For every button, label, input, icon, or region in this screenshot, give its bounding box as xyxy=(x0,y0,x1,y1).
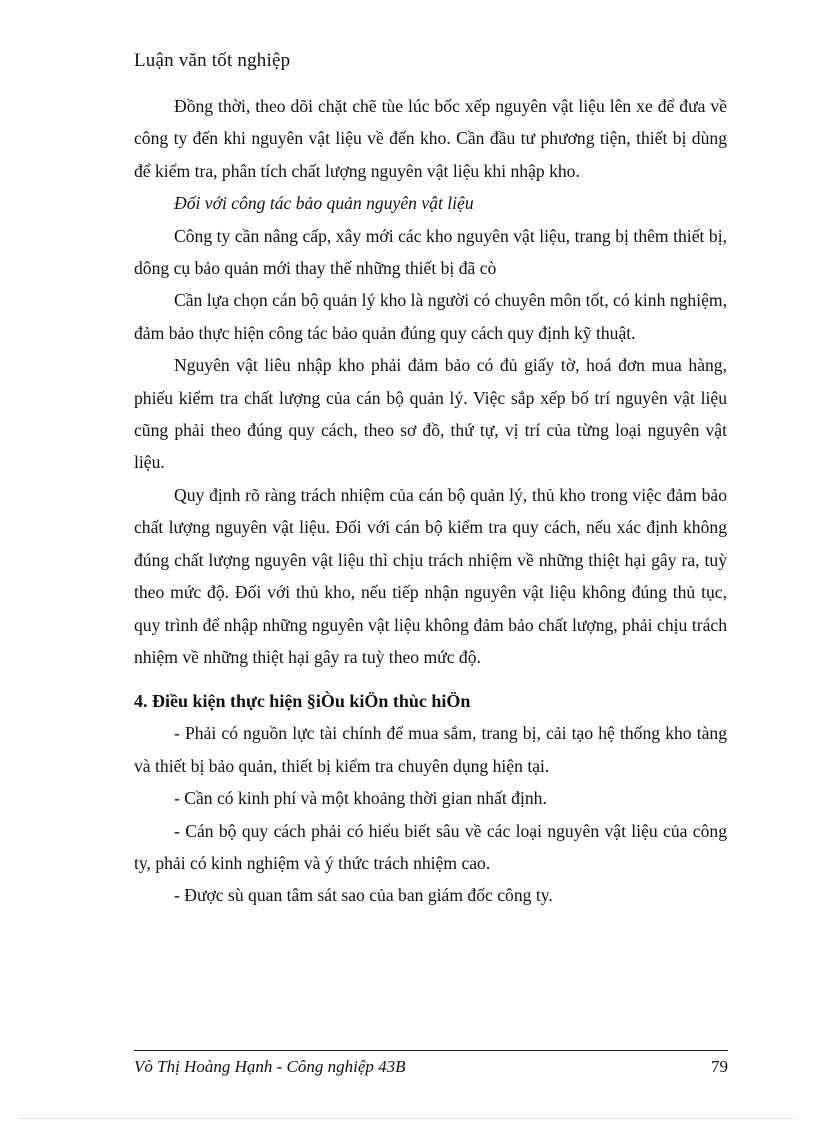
footer-author: Vò Thị Hoàng Hạnh - Công nghiệp 43B xyxy=(134,1057,406,1076)
bullet-item: - Phải có nguồn lực tài chính để mua sắm, trang bị, cải tạo hệ thống kho tàng và thiết bị bảo quản, thiết bị kiểm tra chuyên dụng hiện tại. xyxy=(134,723,727,776)
bullet-item: - Cần có kinh phí và một khoảng thời gian nhất định. xyxy=(174,788,547,809)
paragraph: Quy định rõ ràng trách nhiệm của cán bộ quản lý, thủ kho trong việc đảm bảo chất lượng nguyên vật liệu. Đối với cán bộ kiểm tra quy cách, nếu xác định không đúng chất lượng nguyên vật liệu thì chịu trách nhiệm về những thiệt hại gây ra, tuỳ theo mức độ. Đối với thủ kho, nếu tiếp nhận nguyên vật liệu không đúng thủ tục, quy trình để nhập những nguyên vật liệu không đảm bảo chất lượng, phải chịu trách nhiệm về những thiệt hại gây ra tuỳ theo mức độ. xyxy=(134,484,727,667)
italic-subheading: Đối với công tác bảo quản nguyên vật liệu xyxy=(174,193,474,214)
running-header: Luận văn tốt nghiệp xyxy=(134,50,291,71)
document-body xyxy=(134,90,727,912)
bullet-item: - Được sù quan tâm sát sao của ban giám đốc công ty. xyxy=(174,885,553,906)
footer-divider xyxy=(134,1050,728,1051)
section-heading: 4. Điều kiện thực hiện §iÒu kiÖn thùc hiÖn xyxy=(134,691,471,712)
bullet-item: - Cán bộ quy cách phải có hiểu biết sâu về các loại nguyên vật liệu của công ty, phải có kinh nghiệm và ý thức trách nhiệm cao. xyxy=(134,820,727,873)
page-number: 79 xyxy=(711,1057,728,1076)
paragraph: Cần lựa chọn cán bộ quản lý kho là người có chuyên môn tốt, có kinh nghiệm, đảm bảo thực hiện công tác bảo quản đúng quy cách quy định kỹ thuật. xyxy=(134,290,727,343)
page-bottom-border xyxy=(20,1118,796,1119)
paragraph: Nguyên vật liêu nhập kho phải đảm bảo có đủ giấy tờ, hoá đơn mua hàng, phiếu kiểm tra chất lượng của cán bộ quản lý. Việc sắp xếp bố trí nguyên vật liệu cũng phải theo đúng quy cách, theo sơ đồ, thứ tự, vị trí của từng loại nguyên vật liệu. xyxy=(134,355,727,473)
paragraph: Công ty cần nâng cấp, xây mới các kho nguyên vật liệu, trang bị thêm thiết bị, dông cụ bảo quản mới thay thế những thiết bị đã cò xyxy=(134,225,727,279)
paragraph: Đồng thời, theo dõi chặt chẽ tùe lúc bốc xếp nguyên vật liệu lên xe để đưa về công ty đến khi nguyên vật liệu về đến kho. Cần đầu tư phương tiện, thiết bị dùng để kiểm tra, phân tích chất lượng nguyên vật liệu khi nhập kho. xyxy=(134,96,727,181)
